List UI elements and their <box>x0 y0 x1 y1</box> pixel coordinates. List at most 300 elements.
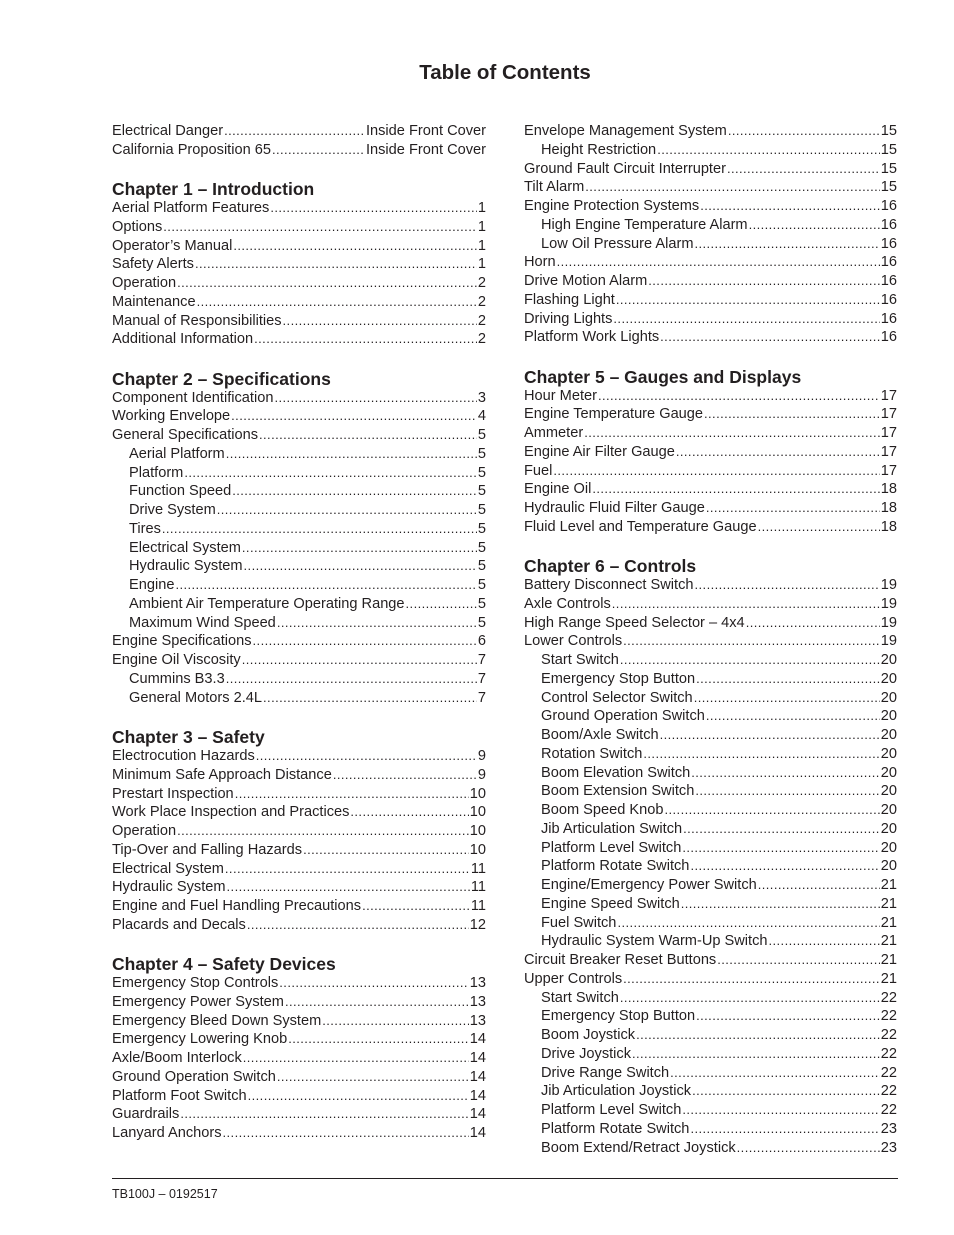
entry-page-number: 16 <box>880 310 897 327</box>
toc-entry[interactable] <box>112 426 486 445</box>
toc-entry[interactable] <box>524 272 897 291</box>
entry-page-number: 22 <box>880 1008 897 1025</box>
entry-page-number: 14 <box>469 1087 486 1104</box>
entry-page-number: 14 <box>469 1050 486 1067</box>
toc-entry[interactable] <box>112 747 486 766</box>
toc-entry[interactable] <box>524 328 897 347</box>
entry-title: Operator’s Manual <box>112 237 233 254</box>
entry-page-number: 5 <box>477 520 486 537</box>
dot-leader <box>694 689 880 708</box>
entry-page-number: 22 <box>880 1045 897 1062</box>
entry-page-number: 5 <box>477 427 486 444</box>
dot-leader <box>162 520 477 539</box>
entry-title: Placards and Decals <box>112 916 246 933</box>
dot-leader <box>248 1087 469 1106</box>
toc-entry[interactable] <box>524 405 897 424</box>
toc-entry[interactable] <box>524 197 897 216</box>
toc-subentry[interactable] <box>524 1120 897 1139</box>
toc-section <box>524 367 897 537</box>
entry-page-number: 20 <box>880 820 897 837</box>
entry-page-number: 21 <box>880 970 897 987</box>
entry-page-number: 13 <box>469 975 486 992</box>
toc-entry[interactable] <box>112 860 486 879</box>
dot-leader <box>612 595 880 614</box>
toc-subentry[interactable] <box>524 1139 897 1158</box>
entry-title: General Motors 2.4L <box>129 689 263 706</box>
entry-title: Electrocution Hazards <box>112 748 255 765</box>
dot-leader <box>598 387 880 406</box>
entry-title: Low Oil Pressure Alarm <box>541 235 694 252</box>
entry-page-number: 10 <box>469 841 486 858</box>
toc-entry[interactable] <box>112 1030 486 1049</box>
dot-leader <box>737 1139 880 1158</box>
dot-leader <box>620 651 880 670</box>
dot-leader <box>632 1045 880 1064</box>
entry-title: Emergency Stop Button <box>541 1008 696 1025</box>
entry-page-number: 5 <box>477 595 486 612</box>
entry-title: Boom Extension Switch <box>541 783 695 800</box>
toc-entry[interactable] <box>524 253 897 272</box>
dot-leader <box>227 878 470 897</box>
toc-entry[interactable] <box>524 595 897 614</box>
toc-subentry[interactable] <box>112 482 486 501</box>
entry-page-number: 15 <box>880 179 897 196</box>
entry-title: Engine Protection Systems <box>524 198 700 214</box>
entry-page-number: 20 <box>880 727 897 744</box>
toc-subentry[interactable] <box>112 445 486 464</box>
entry-page-number: 1 <box>477 237 486 254</box>
dot-leader <box>696 1007 880 1026</box>
dot-leader <box>253 632 477 651</box>
toc-entry[interactable] <box>112 293 486 312</box>
dot-leader <box>657 141 880 160</box>
toc-entry[interactable] <box>524 310 897 329</box>
dot-leader <box>285 993 469 1012</box>
entry-title: Electrical System <box>129 539 241 556</box>
toc-entry[interactable] <box>112 312 486 331</box>
toc-section <box>524 122 897 347</box>
toc-subentry[interactable] <box>112 614 486 633</box>
toc-entry[interactable] <box>112 1087 486 1106</box>
entry-title: General Specifications <box>112 427 259 444</box>
entry-title: Function Speed <box>129 483 232 500</box>
toc-entry[interactable] <box>524 480 897 499</box>
dot-leader <box>553 462 879 481</box>
toc-entry[interactable] <box>524 614 897 633</box>
entry-title: High Engine Temperature Alarm <box>541 216 748 233</box>
toc-entry[interactable] <box>112 1012 486 1031</box>
dot-leader <box>620 989 880 1008</box>
entry-title: Boom Elevation Switch <box>541 764 691 781</box>
toc-section <box>524 556 897 1157</box>
dot-leader <box>180 1105 468 1124</box>
chapter-heading: Chapter 1 – Introduction <box>112 179 315 200</box>
entry-title: Flashing Light <box>524 291 615 308</box>
toc-entry[interactable] <box>112 274 486 293</box>
toc-entry[interactable] <box>112 389 486 408</box>
dot-leader <box>279 974 468 993</box>
dot-leader <box>259 426 477 445</box>
entry-title: Electrical System <box>112 860 224 877</box>
entry-title: Engine Oil Viscosity <box>112 652 241 669</box>
toc-entry[interactable] <box>112 766 486 785</box>
toc-column-right <box>524 122 897 1157</box>
entry-page-number: 18 <box>880 518 897 535</box>
dot-leader <box>692 1082 880 1101</box>
dot-leader <box>362 897 470 916</box>
dot-leader <box>695 782 879 801</box>
toc-entry[interactable] <box>112 330 486 349</box>
toc-entry[interactable] <box>112 974 486 993</box>
entry-title: Axle Controls <box>524 595 611 612</box>
entry-title: Engine Speed Switch <box>541 895 680 912</box>
entry-page-number: 12 <box>469 916 486 933</box>
entry-title: Prestart Inspection <box>112 785 234 802</box>
toc-entry[interactable] <box>112 218 486 237</box>
toc-entry[interactable] <box>524 291 897 310</box>
toc-subentry[interactable] <box>524 670 897 689</box>
toc-entry[interactable] <box>112 255 486 274</box>
toc-subentry[interactable] <box>112 670 486 689</box>
entry-title: Additional Information <box>112 331 254 348</box>
toc-section <box>112 727 486 935</box>
entry-page-number: 22 <box>880 989 897 1006</box>
toc-entry[interactable] <box>524 424 897 443</box>
entry-title: Options <box>112 218 163 235</box>
entry-page-number: 14 <box>469 1068 486 1085</box>
toc-subentry[interactable] <box>524 1026 897 1045</box>
entry-page-number: 1 <box>477 200 486 217</box>
toc-entry[interactable] <box>112 993 486 1012</box>
dot-leader <box>223 1124 469 1143</box>
toc-subentry[interactable] <box>112 595 486 614</box>
toc-entry[interactable] <box>524 632 897 651</box>
entry-page-number: 16 <box>880 198 897 214</box>
toc-subentry[interactable] <box>112 539 486 558</box>
entry-page-number: 14 <box>469 1031 486 1048</box>
entry-title: Electrical Danger <box>112 123 224 139</box>
dot-leader <box>226 445 477 464</box>
toc-subentry[interactable] <box>524 745 897 764</box>
toc-subentry[interactable] <box>112 501 486 520</box>
toc-subentry[interactable] <box>524 989 897 1008</box>
entry-page-number: 18 <box>880 481 897 498</box>
dot-leader <box>224 122 365 141</box>
entry-page-number: 23 <box>880 1120 897 1137</box>
toc-entry[interactable] <box>112 141 486 160</box>
entry-title: Ground Operation Switch <box>541 708 705 725</box>
toc-subentry[interactable] <box>112 464 486 483</box>
entry-title: Lanyard Anchors <box>112 1125 222 1142</box>
entry-title: Platform <box>129 464 184 481</box>
toc-entry[interactable] <box>524 443 897 462</box>
toc-subentry[interactable] <box>524 782 897 801</box>
dot-leader <box>623 632 880 651</box>
entry-title: Engine and Fuel Handling Precautions <box>112 898 362 915</box>
chapter-heading: Chapter 2 – Specifications <box>112 368 331 389</box>
dot-leader <box>333 766 477 785</box>
toc-entry[interactable] <box>112 1105 486 1124</box>
dot-leader <box>623 970 880 989</box>
toc-entry[interactable] <box>524 970 897 989</box>
entry-page-number: 20 <box>880 652 897 669</box>
entry-title: Operation <box>112 823 177 840</box>
dot-leader <box>694 235 879 254</box>
dot-leader <box>749 216 880 235</box>
dot-leader <box>231 407 477 426</box>
entry-title: Drive Range Switch <box>541 1064 670 1081</box>
dot-leader <box>283 312 477 331</box>
entry-title: Boom/Axle Switch <box>541 727 659 744</box>
entry-page-number: 5 <box>477 464 486 481</box>
chapter-heading: Chapter 3 – Safety <box>112 727 265 748</box>
dot-leader <box>660 726 880 745</box>
entry-page-number: 5 <box>477 614 486 631</box>
toc-subentry[interactable] <box>112 557 486 576</box>
entry-page-number: Inside Front Cover <box>365 141 486 158</box>
entry-title: Jib Articulation Switch <box>541 820 683 837</box>
toc-entry[interactable] <box>112 785 486 804</box>
entry-title: Horn <box>524 254 556 271</box>
dot-leader <box>242 651 477 670</box>
dot-leader <box>665 801 880 820</box>
dot-leader <box>303 841 469 860</box>
chapter-heading: Chapter 6 – Controls <box>524 556 697 577</box>
entry-page-number: 20 <box>880 745 897 762</box>
toc-entry[interactable] <box>112 1049 486 1068</box>
toc-subentry[interactable] <box>112 576 486 595</box>
entry-title: Manual of Responsibilities <box>112 312 282 329</box>
toc-entry[interactable] <box>112 122 486 141</box>
toc-entry[interactable] <box>524 499 897 518</box>
dot-leader <box>163 218 477 237</box>
entry-title: Tires <box>129 520 161 537</box>
entry-page-number: 21 <box>880 877 897 894</box>
chapter-heading: Chapter 4 – Safety Devices <box>112 954 336 975</box>
entry-page-number: 5 <box>477 502 486 519</box>
entry-title: High Range Speed Selector – 4x4 <box>524 614 745 631</box>
toc-entry[interactable] <box>112 237 486 256</box>
entry-page-number: 22 <box>880 1064 897 1081</box>
toc-entry[interactable] <box>112 651 486 670</box>
toc-subentry[interactable] <box>524 876 897 895</box>
toc-subentry[interactable] <box>524 895 897 914</box>
toc-entry[interactable] <box>112 822 486 841</box>
dot-leader <box>233 237 477 256</box>
toc-subentry[interactable] <box>524 1045 897 1064</box>
entry-title: Aerial Platform Features <box>112 200 270 217</box>
toc-entry[interactable] <box>112 1068 486 1087</box>
dot-leader <box>232 482 477 501</box>
toc-subentry[interactable] <box>524 707 897 726</box>
toc-entry[interactable] <box>112 632 486 651</box>
entry-title: Hydraulic System <box>112 879 226 896</box>
entry-title: Aerial Platform <box>129 445 225 462</box>
toc-subentry[interactable] <box>112 520 486 539</box>
entry-title: Engine/Emergency Power Switch <box>541 877 757 894</box>
dot-leader <box>197 293 477 312</box>
toc-subentry[interactable] <box>524 726 897 745</box>
dot-leader <box>247 916 469 935</box>
entry-title: Axle/Boom Interlock <box>112 1050 242 1067</box>
toc-entry[interactable] <box>524 576 897 595</box>
dot-leader <box>270 199 477 218</box>
toc-entry[interactable] <box>112 897 486 916</box>
toc-section <box>112 369 486 708</box>
toc-subentry[interactable] <box>112 689 486 708</box>
toc-entry[interactable] <box>524 160 897 179</box>
toc-subentry[interactable] <box>524 914 897 933</box>
entry-title: Maximum Wind Speed <box>129 614 276 631</box>
entry-page-number: 18 <box>880 500 897 517</box>
entry-title: Platform Work Lights <box>524 329 660 346</box>
toc-entry[interactable] <box>112 407 486 426</box>
dot-leader <box>676 443 880 462</box>
toc-entry[interactable] <box>112 841 486 860</box>
entry-title: Circuit Breaker Reset Buttons <box>524 952 717 969</box>
toc-entry[interactable] <box>112 878 486 897</box>
entry-title: Emergency Stop Button <box>541 670 696 687</box>
entry-page-number: 15 <box>880 160 897 177</box>
entry-page-number: 21 <box>880 895 897 912</box>
footer-rule <box>112 1178 898 1179</box>
toc-subentry[interactable] <box>524 216 897 235</box>
dot-leader <box>746 614 880 633</box>
footer-document-id: TB100J – 0192517 <box>112 1187 218 1201</box>
entry-page-number: 16 <box>880 329 897 346</box>
entry-page-number: 9 <box>477 766 486 783</box>
toc-entry[interactable] <box>112 199 486 218</box>
entry-page-number: 2 <box>477 275 486 292</box>
toc-entry[interactable] <box>112 1124 486 1143</box>
entry-page-number: 14 <box>469 1125 486 1142</box>
toc-subentry[interactable] <box>524 932 897 951</box>
toc-subentry[interactable] <box>524 820 897 839</box>
toc-subentry[interactable] <box>524 839 897 858</box>
dot-leader <box>274 389 476 408</box>
entry-page-number: 2 <box>477 331 486 348</box>
entry-page-number: 17 <box>880 406 897 423</box>
entry-title: Battery Disconnect Switch <box>524 577 694 594</box>
toc-section <box>112 122 486 160</box>
dot-leader <box>256 747 477 766</box>
entry-page-number: 6 <box>477 633 486 650</box>
entry-page-number: 13 <box>469 1012 486 1029</box>
entry-title: Tip-Over and Falling Hazards <box>112 841 303 858</box>
dot-leader <box>643 745 879 764</box>
entry-title: Hydraulic System Warm-Up Switch <box>541 933 768 950</box>
toc-subentry[interactable] <box>524 1064 897 1083</box>
toc-entry[interactable] <box>524 518 897 537</box>
entry-title: Boom Speed Knob <box>541 802 664 819</box>
toc-subentry[interactable] <box>524 1007 897 1026</box>
entry-page-number: 20 <box>880 858 897 875</box>
dot-leader <box>195 255 477 274</box>
entry-page-number: 7 <box>477 689 486 706</box>
entry-title: Minimum Safe Approach Distance <box>112 766 332 783</box>
entry-page-number: 19 <box>880 595 897 612</box>
dot-leader <box>584 424 880 443</box>
entry-page-number: 17 <box>880 387 897 404</box>
toc-subentry[interactable] <box>524 689 897 708</box>
dot-leader <box>217 501 477 520</box>
toc-entry[interactable] <box>524 178 897 197</box>
dot-leader <box>706 707 880 726</box>
entry-title: Safety Alerts <box>112 256 194 273</box>
toc-subentry[interactable] <box>524 235 897 254</box>
toc-subentry[interactable] <box>524 651 897 670</box>
dot-leader <box>690 857 879 876</box>
dot-leader <box>226 670 477 689</box>
entry-page-number: 20 <box>880 764 897 781</box>
entry-title: Drive Motion Alarm <box>524 273 648 289</box>
toc-subentry[interactable] <box>524 1082 897 1101</box>
entry-title: Emergency Power System <box>112 993 284 1010</box>
dot-leader <box>225 860 470 879</box>
dot-leader <box>696 670 880 689</box>
dot-leader <box>700 197 880 216</box>
entry-page-number: 20 <box>880 802 897 819</box>
toc-entry[interactable] <box>524 951 897 970</box>
toc-subentry[interactable] <box>524 141 897 160</box>
dot-leader <box>277 1068 469 1087</box>
entry-page-number: 10 <box>469 804 486 821</box>
entry-title: Fuel <box>524 462 553 479</box>
entry-page-number: 5 <box>477 577 486 594</box>
entry-page-number: 22 <box>880 1027 897 1044</box>
entry-title: Platform Level Switch <box>541 1102 682 1119</box>
toc-entry[interactable] <box>524 462 897 481</box>
entry-title: Hydraulic Fluid Filter Gauge <box>524 500 705 517</box>
toc-subentry[interactable] <box>524 801 897 820</box>
toc-section <box>112 179 486 349</box>
entry-title: Tilt Alarm <box>524 179 585 196</box>
entry-page-number: 14 <box>469 1106 486 1123</box>
dot-leader <box>695 576 880 595</box>
entry-title: Engine Temperature Gauge <box>524 406 704 423</box>
toc-subentry[interactable] <box>524 1101 897 1120</box>
entry-title: Operation <box>112 275 177 292</box>
entry-title: Ground Fault Circuit Interrupter <box>524 160 726 177</box>
entry-page-number: 19 <box>880 614 897 631</box>
entry-title: Emergency Stop Controls <box>112 975 279 992</box>
entry-page-number: 10 <box>469 823 486 840</box>
toc-entry[interactable] <box>112 803 486 822</box>
dot-leader <box>244 557 477 576</box>
toc-entry[interactable] <box>524 387 897 406</box>
toc-column-left <box>112 122 486 1143</box>
entry-title: California Proposition 65 <box>112 141 271 158</box>
entry-title: Hour Meter <box>524 387 597 404</box>
entry-page-number: 1 <box>477 256 486 273</box>
entry-title: Control Selector Switch <box>541 689 693 706</box>
toc-entry[interactable] <box>112 916 486 935</box>
toc-subentry[interactable] <box>524 764 897 783</box>
entry-title: Guardrails <box>112 1106 180 1123</box>
dot-leader <box>406 595 477 614</box>
entry-page-number: 5 <box>477 539 486 556</box>
entry-page-number: 17 <box>880 425 897 442</box>
entry-page-number: 20 <box>880 689 897 706</box>
dot-leader <box>648 272 879 291</box>
toc-subentry[interactable] <box>524 857 897 876</box>
entry-page-number: 23 <box>880 1139 897 1156</box>
toc-entry[interactable] <box>524 122 897 141</box>
toc-section <box>112 954 486 1143</box>
entry-title: Component Identification <box>112 389 274 406</box>
entry-page-number: 5 <box>477 558 486 575</box>
entry-page-number: 2 <box>477 293 486 310</box>
